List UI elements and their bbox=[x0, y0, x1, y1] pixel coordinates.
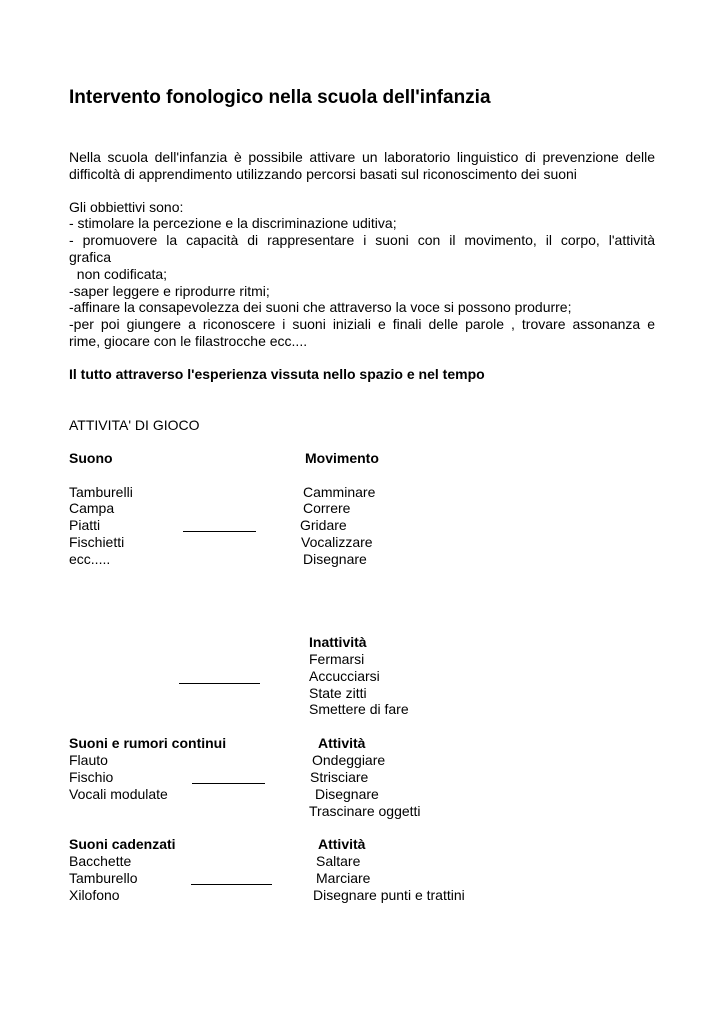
sound-item: Flauto bbox=[69, 752, 108, 768]
section2-right-header: Inattività bbox=[309, 634, 367, 650]
inactivity-item: Accucciarsi bbox=[309, 668, 380, 684]
objective-item: rime, giocare con le filastrocche ecc.... bbox=[69, 333, 308, 349]
objective-item: -saper leggere e riprodurre ritmi; bbox=[69, 283, 270, 299]
section4-left-header: Suoni cadenzati bbox=[69, 836, 176, 852]
inactivity-item: Smettere di fare bbox=[309, 701, 409, 717]
activity-item: Trascinare oggetti bbox=[309, 803, 421, 819]
section1-left-header: Suono bbox=[69, 450, 113, 466]
section3-right-header: Attività bbox=[318, 735, 366, 751]
activity-item: Saltare bbox=[316, 853, 361, 869]
objective-item: - promuovere la capacità di rappresentare i suoni con il movimento, il corpo, l'attività bbox=[69, 232, 655, 248]
objective-item: -affinare la consapevolezza dei suoni che attraverso la voce si possono produrre; bbox=[69, 299, 572, 315]
connector-line bbox=[179, 683, 260, 684]
movement-item: Camminare bbox=[303, 484, 376, 500]
activity-item: Marciare bbox=[316, 870, 371, 886]
activity-item: Ondeggiare bbox=[312, 752, 386, 768]
section1-right-header: Movimento bbox=[305, 450, 379, 466]
page-title: Intervento fonologico nella scuola dell'infanzia bbox=[69, 87, 491, 108]
activity-item: Disegnare bbox=[315, 786, 379, 802]
objective-item: -per poi giungere a riconoscere i suoni iniziali e finali delle parole , trovare assonanza e bbox=[69, 316, 655, 332]
objective-item: grafica bbox=[69, 249, 112, 265]
intro-line-1: Nella scuola dell'infanzia è possibile attivare un laboratorio linguistico di prevenzione delle bbox=[69, 149, 655, 165]
sound-item: Xilofono bbox=[69, 887, 120, 903]
objective-item: - stimolare la percezione e la discriminazione uditiva; bbox=[69, 215, 397, 231]
sound-item: Tamburello bbox=[69, 870, 138, 886]
movement-item: Correre bbox=[303, 500, 351, 516]
objectives-heading: Gli obbiettivi sono: bbox=[69, 199, 184, 215]
inactivity-item: State zitti bbox=[309, 685, 367, 701]
sound-item: Fischietti bbox=[69, 534, 125, 550]
movement-item: Disegnare bbox=[303, 551, 367, 567]
objective-item: non codificata; bbox=[69, 266, 168, 282]
connector-line bbox=[183, 531, 256, 532]
sound-item: Campa bbox=[69, 500, 115, 516]
activity-item: Strisciare bbox=[310, 769, 369, 785]
sound-item: Bacchette bbox=[69, 853, 132, 869]
inactivity-item: Fermarsi bbox=[309, 651, 365, 667]
sound-item: Piatti bbox=[69, 517, 101, 533]
sound-item: Tamburelli bbox=[69, 484, 133, 500]
section3-left-header: Suoni e rumori continui bbox=[69, 735, 227, 751]
section4-right-header: Attività bbox=[318, 836, 366, 852]
intro-line-2: difficoltà di apprendimento utilizzando percorsi basati sul riconoscimento dei suoni bbox=[69, 166, 577, 182]
connector-line bbox=[192, 783, 265, 784]
summary-statement: Il tutto attraverso l'esperienza vissuta nello spazio e nel tempo bbox=[69, 366, 485, 382]
sound-item: Vocali modulate bbox=[69, 786, 168, 802]
activity-item: Disegnare punti e trattini bbox=[313, 887, 465, 903]
movement-item: Vocalizzare bbox=[301, 534, 373, 550]
sound-item: ecc..... bbox=[69, 551, 111, 567]
sound-item: Fischio bbox=[69, 769, 114, 785]
activities-heading: ATTIVITA' DI GIOCO bbox=[69, 417, 200, 433]
movement-item: Gridare bbox=[300, 517, 347, 533]
connector-line bbox=[191, 884, 272, 885]
